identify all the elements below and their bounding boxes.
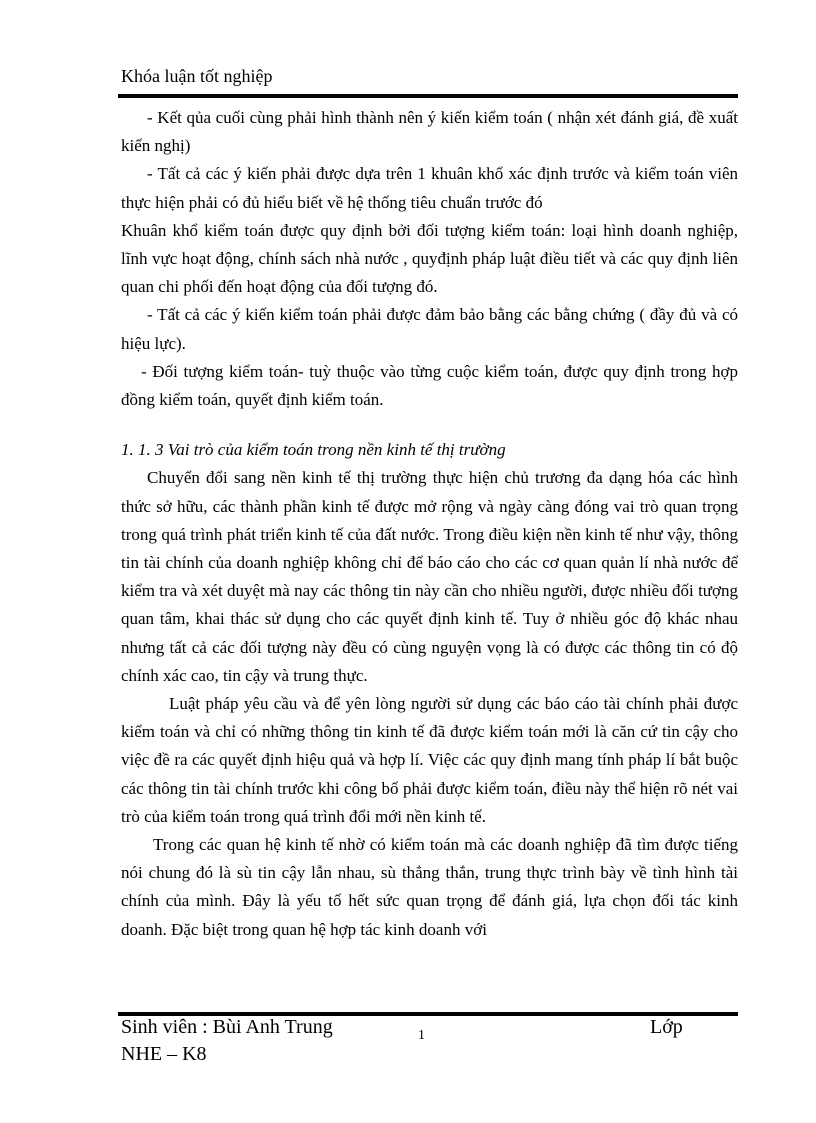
body-paragraph: Chuyển đổi sang nền kinh tế thị trường thực hiện chủ trương đa dạng hóa các hình thức sở hữu, các thành phần kinh tế được mở rộng và ngày càng đóng vai trò quan trọng trong quá trình phát triển kinh tế của đất nước. Trong điều kiện nền kinh tế như vậy, thông tin tài chính của doanh nghiệp không chỉ để báo cáo cho các cơ quan quản lí nhà nước để kiểm tra và xét duyệt mà nay các thông tin này cần cho nhiều người, được nhiều đối tượng quan tâm, khai thác sử dụng cho các quyết định kinh tế. Tuy ở nhiều góc độ khác nhau nhưng tất cả các đối tượng này đều có cùng nguyện vọng là có được các thông tin có độ chính xác cao, tin cậy và trung thực. [121, 468, 738, 685]
section-heading: 1. 1. 3 Vai trò của kiểm toán trong nền kinh tế thị trường [121, 440, 506, 460]
bullet-paragraph: - Tất cả các ý kiến phải được dựa trên 1 khuân khổ xác định trước và kiểm toán viên thực hiện phải có đủ hiểu biết về hệ thống tiêu chuẩn trước đó [121, 164, 738, 212]
body-paragraph: Trong các quan hệ kinh tế nhờ có kiểm toán mà các doanh nghiệp đã tìm được tiếng nói chung đó là sù tin cậy lẫn nhau, sù thẳng thắn, trung thực trình bày về tình hình tài chính của mình. Đây là yếu tố hết sức quan trọng để đánh giá, lựa chọn đối tác kinh doanh. Đặc biệt trong quan hệ hợp tác kinh doanh với [121, 835, 738, 939]
bullet-paragraph: - Tất cả các ý kiến kiểm toán phải được đảm bảo bằng các bằng chứng ( đầy đủ và có hiệu lực). [121, 305, 738, 353]
page-number: 1 [418, 1028, 425, 1043]
footer-class-label: Lớp [650, 1016, 683, 1038]
page-header-title: Khóa luận tốt nghiệp [121, 66, 273, 86]
body-paragraph: Khuân khổ kiểm toán được quy định bởi đối tượng kiểm toán: loại hình doanh nghiệp, lĩnh vực hoạt động, chính sách nhà nước , quyđịnh pháp luật điều tiết và các quy định liên quan chi phối đến hoạt động của đối tượng đó. [121, 220, 738, 297]
footer-student-name: Sinh viên : Bùi Anh Trung [121, 1016, 333, 1038]
document-body [121, 104, 738, 944]
header-rule [118, 94, 738, 98]
body-paragraph: Luật pháp yêu cầu và để yên lòng người sử dụng các báo cáo tài chính phải được kiểm toán và chỉ có những thông tin kinh tế đã được kiểm toán mới là căn cứ tin cậy cho việc đề ra các quyết định hiệu quả và hợp lí. Việc các quy định mang tính pháp lí bắt buộc các thông tin tài chính trước khi công bố phải được kiểm toán, điều này thể hiện rõ nét vai trò của kiểm toán trong quá trình đổi mới nền kinh tế. [121, 694, 738, 826]
bullet-paragraph: - Kết qủa cuối cùng phải hình thành nên ý kiến kiểm toán ( nhận xét đánh giá, đề xuất kiến nghị) [121, 108, 738, 156]
bullet-paragraph: - Đối tượng kiểm toán- tuỳ thuộc vào từng cuộc kiểm toán, được quy định trong hợp đồng kiểm toán, quyết định kiểm toán. [121, 361, 738, 410]
footer-class-value: NHE – K8 [121, 1043, 207, 1065]
